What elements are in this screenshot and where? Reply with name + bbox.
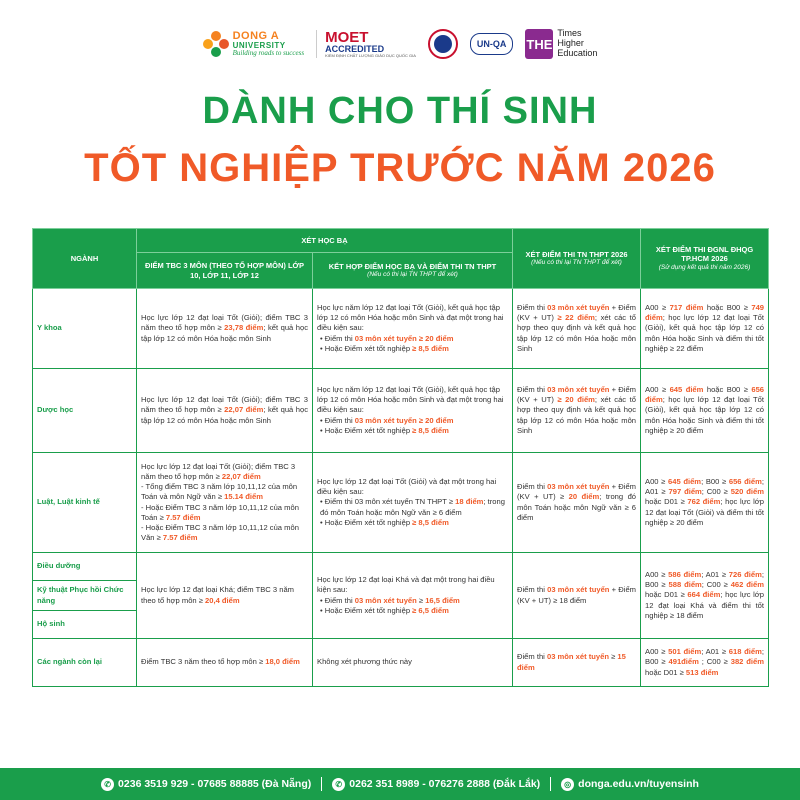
cell-dgnl: A00 ≥ 586 điểm; A01 ≥ 726 điểm; B00 ≥ 588 điểm; C00 ≥ 462 điểm hoặc D01 ≥ 664 điểm; học lực lớp 12 đạt loại Khá và điểm thi tốt nghiệp ≥ 18 điểm bbox=[641, 553, 769, 639]
moet-subtext: KIỂM ĐỊNH CHẤT LƯỢNG GIÁO DỤC QUỐC GIA bbox=[325, 53, 416, 58]
cell-kethop: Học lực lớp 12 đạt loại Tốt (Giỏi) và đạt một trong hai điều kiện sau: • Điểm thi 03 môn xét tuyển TN THPT ≥ 18 điểm; trong đó môn Toán hoặc môn Ngữ văn ≥ 6 điểm • Hoặc Điểm xét tốt nghiệp ≥ 8,5 điểm bbox=[313, 453, 513, 553]
donga-university: UNIVERSITY bbox=[232, 41, 286, 50]
header-nganh: NGÀNH bbox=[33, 229, 137, 289]
row-name: Các ngành còn lại bbox=[33, 639, 137, 687]
header-dgnl-sub: (Sử dụng kết quả thi năm 2026) bbox=[658, 263, 751, 271]
cell-thpt: Điểm thi 03 môn xét tuyển + Điểm (KV + UT) ≥ 20 điểm; trong đó môn Toán hoặc môn Ngữ văn ≥ 6 điểm bbox=[513, 453, 641, 553]
table-row bbox=[33, 369, 769, 453]
cell-tbc: Điểm TBC 3 năm theo tổ hợp môn ≥ 18,0 điểm bbox=[137, 639, 313, 687]
donga-logo bbox=[203, 31, 305, 57]
row-name: Hộ sinh bbox=[33, 611, 137, 639]
cell-tbc: Học lực lớp 12 đạt loại Khá; điểm TBC 3 năm theo tổ hợp môn ≥ 20,4 điểm bbox=[137, 553, 313, 639]
row-name: Kỹ thuật Phục hồi Chức năng bbox=[33, 581, 137, 611]
cell-tbc: Học lực lớp 12 đạt loại Tốt (Giỏi); điểm TBC 3 năm theo tổ hợp môn ≥ 22,07 điểm; kết quả học tập lớp 12 có môn Hóa hoặc môn Sinh bbox=[137, 369, 313, 453]
cell-dgnl: A00 ≥ 501 điểm; A01 ≥ 618 điểm; B00 ≥ 491điểm ; C00 ≥ 382 điểm hoặc D01 ≥ 513 điểm bbox=[641, 639, 769, 687]
footer-divider bbox=[321, 777, 322, 791]
title-line1: DÀNH CHO THÍ SINH bbox=[202, 90, 598, 132]
footer-divider bbox=[550, 777, 551, 791]
table-row bbox=[33, 639, 769, 687]
cell-thpt: Điểm thi 03 môn xét tuyển + Điểm (KV + UT) ≥ 18 điểm bbox=[513, 553, 641, 639]
donga-name: DONG A bbox=[232, 30, 280, 42]
donga-tagline: Building roads to success bbox=[232, 49, 305, 57]
title-line2: TỐT NGHIỆP TRƯỚC NĂM 2026 bbox=[84, 146, 716, 190]
header-tbc: ĐIỂM TBC 3 MÔN (THEO TỔ HỢP MÔN) LỚP 10, LỚP 11, LỚP 12 bbox=[137, 253, 313, 289]
header-thpt bbox=[513, 229, 641, 289]
header-kethop bbox=[313, 253, 513, 289]
footer-phone1: 0236 3519 929 - 07685 88885 (Đà Nẵng) bbox=[118, 777, 312, 790]
cell-kethop: Không xét phương thức này bbox=[313, 639, 513, 687]
header-dgnl-title: XÉT ĐIỂM THI ĐGNL ĐHQG TP.HCM 2026 bbox=[655, 245, 754, 264]
row-name: Y khoa bbox=[33, 289, 137, 369]
header-dgnl bbox=[641, 229, 769, 289]
header-thpt-title: XÉT ĐIỂM THI TN THPT 2026 bbox=[525, 249, 628, 259]
the-line3: Education bbox=[557, 47, 598, 58]
cell-dgnl: A00 ≥ 717 điểm hoặc B00 ≥ 749 điểm; học lực lớp 12 đạt loại Tốt (Giỏi), kết quả học tập lớp 12 có môn Hóa hoặc Sinh và điểm thi tốt nghiệp ≥ 22 điểm bbox=[641, 289, 769, 369]
moet-text: MOET bbox=[325, 29, 369, 46]
the-box: THE bbox=[525, 29, 553, 59]
footer-website: donga.edu.vn/tuyensinh bbox=[578, 777, 699, 790]
table-row bbox=[33, 453, 769, 553]
flower-icon bbox=[203, 31, 229, 57]
unqa-logo: UN-QA bbox=[470, 33, 514, 55]
header-thpt-sub: (Nếu có thi lại TN THPT để xét) bbox=[531, 259, 622, 267]
cell-thpt: Điểm thi 03 môn xét tuyển + Điểm (KV + UT) ≥ 20 điểm; xét các tổ hợp theo quy định và kết quả học tập lớp 12 có môn Hóa hoặc môn Sinh bbox=[513, 369, 641, 453]
row-name: Dược học bbox=[33, 369, 137, 453]
logo-bar bbox=[0, 22, 800, 66]
header-kethop-title: KẾT HỢP ĐIỂM HỌC BẠ VÀ ĐIỂM THI TN THPT bbox=[328, 261, 497, 271]
footer-daklak[interactable] bbox=[332, 778, 540, 791]
header-xet-hoc-ba: XÉT HỌC BẠ bbox=[137, 229, 513, 253]
table-row bbox=[33, 553, 769, 581]
cell-kethop: Học lực năm lớp 12 đạt loại Tốt (Giỏi), kết quả học tập lớp 12 có môn Hóa hoặc môn Sinh và đạt một trong hai điều kiện sau: • Điểm thi 03 môn xét tuyển ≥ 20 điểm • Hoặc Điểm xét tốt nghiệp ≥ 8,5 điểm bbox=[313, 289, 513, 369]
cell-dgnl: A00 ≥ 645 điểm; B00 ≥ 656 điểm; A01 ≥ 797 điểm; C00 ≥ 520 điểm hoặc D01 ≥ 762 điểm; học lực lớp 12 đạt loại Tốt (Giỏi) và điểm thi tốt nghiệp ≥ 20 điểm bbox=[641, 453, 769, 553]
the-line1: Times bbox=[557, 28, 582, 39]
footer-website-link[interactable] bbox=[561, 778, 699, 791]
admission-table bbox=[32, 228, 769, 687]
phone-icon: ✆ bbox=[332, 778, 345, 791]
header-kethop-sub: (Nếu có thi lại TN THPT để xét) bbox=[367, 271, 458, 279]
cell-kethop: Học lực lớp 12 đạt loại Khá và đạt một trong hai điều kiện sau: • Điểm thi 03 môn xét tuyển ≥ 16,5 điểm • Hoặc Điểm xét tốt nghiệp ≥ 6,5 điểm bbox=[313, 553, 513, 639]
phone-icon: ✆ bbox=[101, 778, 114, 791]
footer-danang[interactable] bbox=[101, 778, 311, 791]
row-name: Luật, Luật kinh tế bbox=[33, 453, 137, 553]
the-logo bbox=[525, 29, 597, 59]
table-row bbox=[33, 289, 769, 369]
cell-thpt: Điểm thi 03 môn xét tuyển ≥ 15 điểm bbox=[513, 639, 641, 687]
cell-tbc: Học lực lớp 12 đạt loại Tốt (Giỏi); điểm TBC 3 năm theo tổ hợp môn ≥ 23,78 điểm; kết quả học tập lớp 12 có môn Hóa hoặc môn Sinh bbox=[137, 289, 313, 369]
footer-phone2: 0262 351 8989 - 076276 2888 (Đắk Lắk) bbox=[349, 777, 541, 790]
the-line2: Higher bbox=[557, 38, 584, 49]
row-name: Điều dưỡng bbox=[33, 553, 137, 581]
cell-dgnl: A00 ≥ 645 điểm hoặc B00 ≥ 656 điểm; học lực lớp 12 đạt loại Tốt (Giỏi), kết quả học tập lớp 12 có môn Hóa hoặc Sinh và điểm thi tốt nghiệp ≥ 20 điểm bbox=[641, 369, 769, 453]
cell-kethop: Học lực năm lớp 12 đạt loại Tốt (Giỏi), kết quả học tập lớp 12 có môn Hóa hoặc môn Sinh và đạt một trong hai điều kiện sau: • Điểm thi 03 môn xét tuyển ≥ 20 điểm • Hoặc Điểm xét tốt nghiệp ≥ 8,5 điểm bbox=[313, 369, 513, 453]
cell-thpt: Điểm thi 03 môn xét tuyển + Điểm (KV + UT) ≥ 22 điểm; xét các tổ hợp theo quy định và kết quả học tập lớp 12 có môn Hóa hoặc môn Sinh bbox=[513, 289, 641, 369]
moet-accredited: ACCREDITED bbox=[325, 44, 385, 54]
cell-tbc: Học lực lớp 12 đạt loại Tốt (Giỏi); điểm TBC 3 năm theo tổ hợp môn ≥ 22,07 điểm - Tổng điểm TBC 3 năm lớp 10,11,12 của môn Toán và môn Ngữ văn ≥ 15.14 điểm - Hoặc Điểm TBC 3 năm lớp 10,11,12 của môn Toán ≥ 7.57 điểm - Hoặc Điểm TBC 3 năm lớp 10,11,12 của môn Văn ≥ 7.57 điểm bbox=[137, 453, 313, 553]
footer-bar bbox=[0, 768, 800, 800]
moet-logo bbox=[316, 30, 416, 58]
globe-icon: ◎ bbox=[561, 778, 574, 791]
accreditation-seal-icon bbox=[428, 29, 458, 59]
